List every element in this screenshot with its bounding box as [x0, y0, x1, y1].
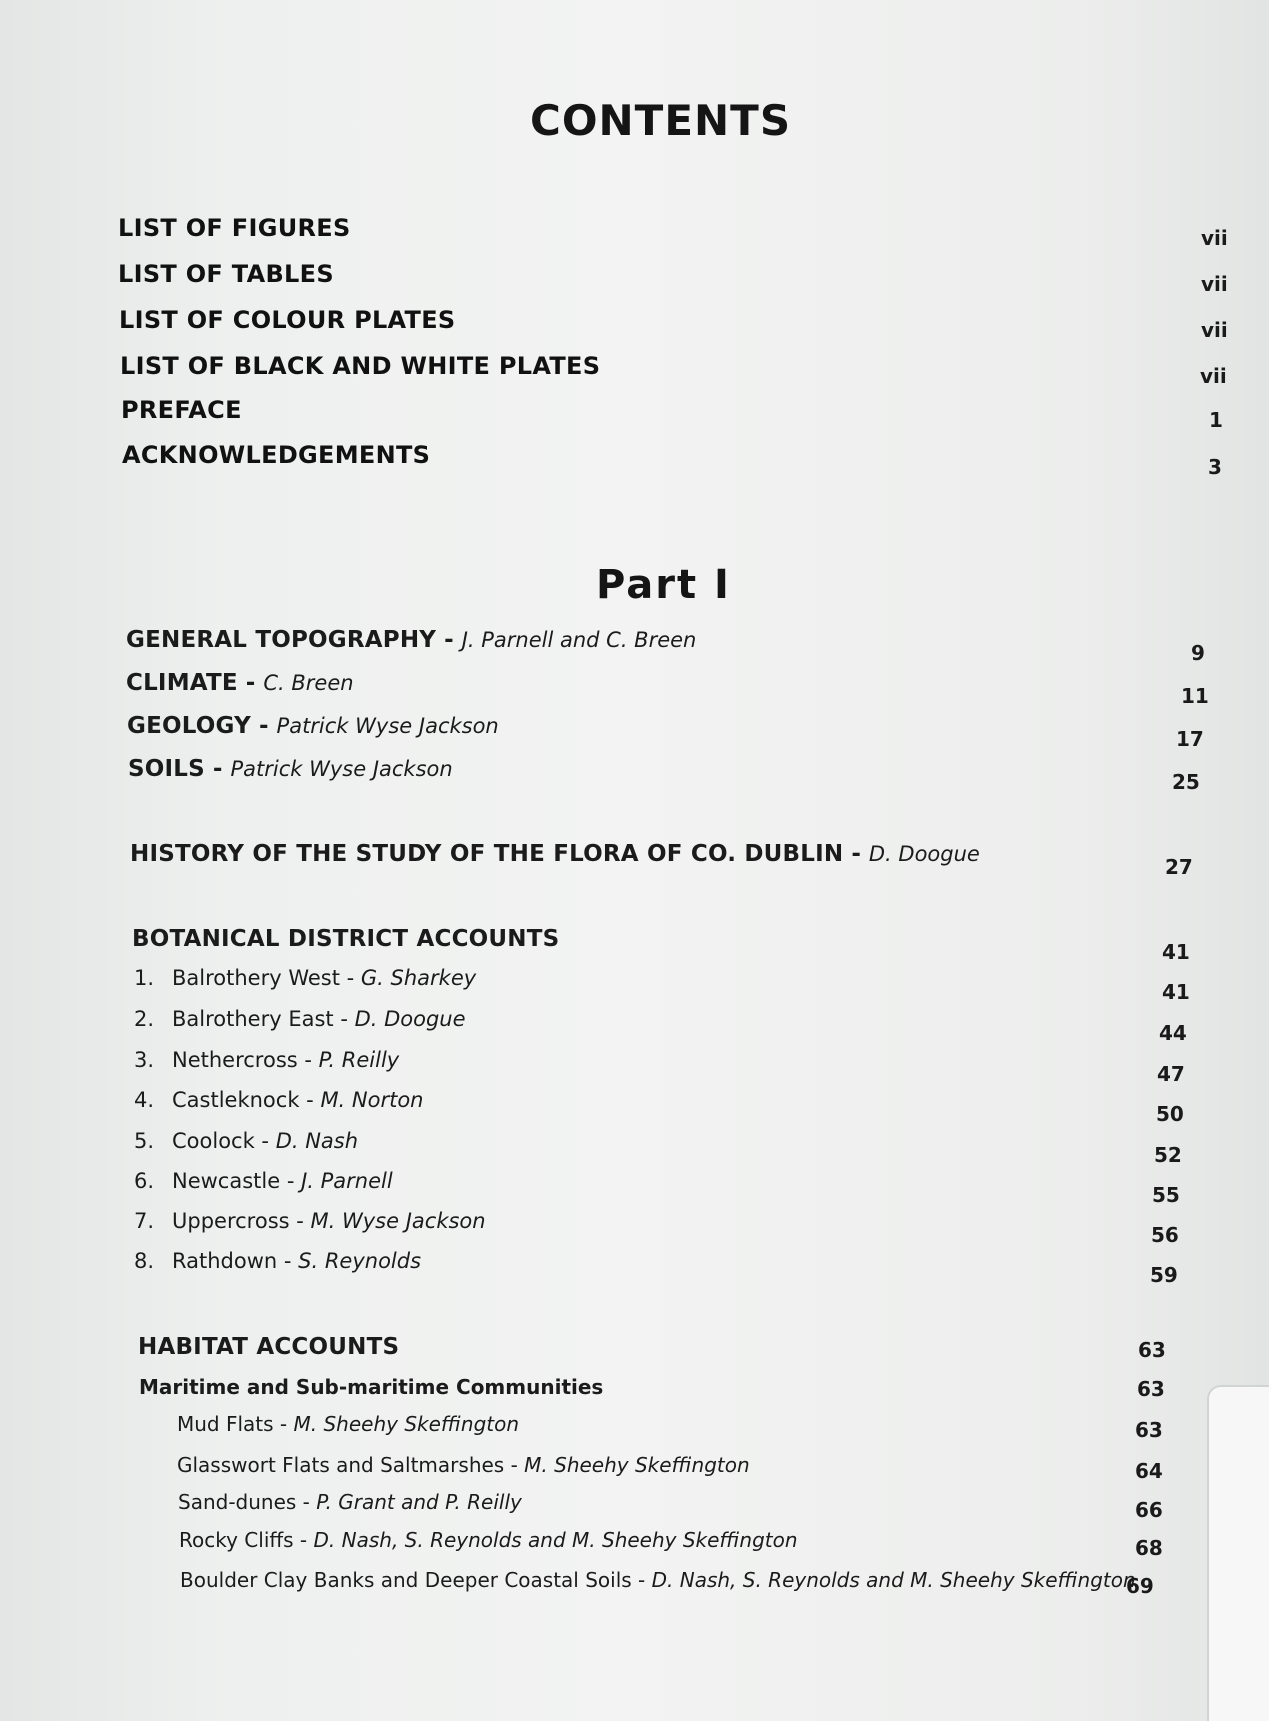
toc-page: 63 [1138, 1338, 1166, 1362]
separator: - [254, 1129, 276, 1153]
separator: - [277, 1249, 299, 1273]
district-number: 3. [134, 1048, 155, 1072]
habitat-item[interactable] [177, 1412, 1257, 1446]
district-name: Coolock [172, 1129, 255, 1153]
district-number: 5. [134, 1129, 155, 1153]
section-title: GENERAL TOPOGRAPHY [126, 627, 437, 653]
section-title: GEOLOGY [127, 713, 251, 739]
habitat-author: M. Sheehy Skeffington [293, 1412, 520, 1436]
toc-label: LIST OF BLACK AND WHITE PLATES [120, 352, 601, 380]
toc-page: 3 [1208, 455, 1222, 479]
habitat-item[interactable] [177, 1453, 1257, 1487]
district-number: 8. [134, 1249, 155, 1273]
district-item[interactable] [134, 1129, 1214, 1167]
toc-entry-history-of-the-study[interactable] [130, 841, 1210, 879]
district-author: P. Reilly [318, 1048, 400, 1072]
habitat-author: P. Grant and P. Reilly [316, 1490, 522, 1514]
habitat-item[interactable] [179, 1528, 1259, 1562]
subsection-heading: Maritime and Sub-maritime Communities [139, 1375, 604, 1399]
separator: - [250, 713, 277, 739]
toc-page: 68 [1135, 1536, 1163, 1560]
district-item[interactable] [134, 1007, 1214, 1045]
district-item[interactable] [134, 1209, 1214, 1247]
district-name: Newcastle [172, 1169, 281, 1193]
separator: - [273, 1412, 294, 1436]
habitat-name: Rocky Cliffs [179, 1528, 294, 1552]
toc-entry-list-of-black-and-white-plates[interactable] [120, 352, 1227, 388]
district-item[interactable] [134, 1088, 1214, 1126]
district-name: Castleknock [172, 1088, 300, 1112]
separator: - [237, 670, 264, 696]
page-title: CONTENTS [530, 96, 792, 145]
separator: - [204, 756, 231, 782]
separator: - [289, 1209, 311, 1233]
toc-entry-acknowledgements[interactable] [122, 441, 1222, 479]
toc-page: 64 [1135, 1459, 1163, 1483]
district-author: J. Parnell [301, 1169, 393, 1193]
toc-page: 50 [1156, 1102, 1184, 1126]
habitat-name: Boulder Clay Banks and Deeper Coastal Soils [180, 1568, 632, 1592]
district-item[interactable] [134, 1048, 1214, 1086]
section-title: SOILS [128, 756, 205, 782]
separator: - [293, 1528, 314, 1552]
habitat-item[interactable] [180, 1568, 1260, 1602]
toc-page: 47 [1157, 1062, 1185, 1086]
separator: - [339, 966, 361, 990]
district-author: S. Reynolds [298, 1249, 422, 1273]
toc-entry-soils[interactable] [128, 756, 1208, 794]
toc-entry-list-of-figures[interactable] [118, 214, 1228, 250]
separator: - [504, 1453, 525, 1477]
toc-label: LIST OF FIGURES [118, 214, 351, 242]
toc-page: 52 [1154, 1143, 1182, 1167]
toc-page: 55 [1152, 1183, 1180, 1207]
toc-page: 69 [1126, 1574, 1154, 1598]
district-name: Nethercross [172, 1048, 298, 1072]
toc-page: 27 [1165, 855, 1193, 879]
toc-page: vii [1201, 272, 1228, 296]
toc-page: vii [1200, 364, 1227, 388]
toc-page: 63 [1135, 1418, 1163, 1442]
section-author: Patrick Wyse Jackson [230, 757, 453, 781]
separator: - [631, 1568, 652, 1592]
section-author: J. Parnell and C. Breen [461, 628, 697, 652]
separator: - [436, 627, 462, 653]
separator: - [280, 1169, 302, 1193]
district-author: D. Nash [275, 1129, 359, 1153]
habitat-name: Mud Flats [177, 1412, 274, 1436]
section-author: Patrick Wyse Jackson [276, 714, 499, 738]
toc-label: PREFACE [121, 396, 242, 424]
toc-page: 41 [1162, 980, 1190, 1004]
habitat-name: Sand-dunes [178, 1490, 297, 1514]
toc-page: 56 [1151, 1223, 1179, 1247]
toc-entry-general-topography[interactable] [126, 627, 1206, 665]
toc-page: 1 [1209, 408, 1223, 432]
toc-page: 66 [1135, 1498, 1163, 1522]
toc-page: 25 [1172, 770, 1200, 794]
section-author: D. Doogue [868, 842, 980, 866]
separator: - [296, 1490, 317, 1514]
district-item[interactable] [134, 966, 1214, 1004]
toc-page: 59 [1150, 1263, 1178, 1287]
toc-entry-climate[interactable] [126, 670, 1209, 708]
toc-entry-geology[interactable] [127, 713, 1207, 751]
toc-page: 63 [1137, 1377, 1165, 1401]
toc-entry-maritime-communities[interactable] [139, 1375, 1219, 1409]
section-heading: HABITAT ACCOUNTS [138, 1334, 400, 1360]
habitat-author: D. Nash, S. Reynolds and M. Sheehy Skeffington [313, 1528, 798, 1552]
toc-label: ACKNOWLEDGEMENTS [122, 441, 431, 469]
district-number: 1. [134, 966, 155, 990]
habitat-author: M. Sheehy Skeffington [524, 1453, 750, 1477]
toc-entry-list-of-colour-plates[interactable] [119, 306, 1228, 342]
district-number: 2. [134, 1007, 155, 1031]
habitat-name: Glasswort Flats and Saltmarshes [177, 1453, 505, 1477]
district-name: Balrothery West [172, 966, 340, 990]
section-title: HISTORY OF THE STUDY OF THE FLORA OF CO. DUBLIN [130, 841, 844, 867]
district-name: Rathdown [172, 1249, 278, 1273]
district-author: M. Wyse Jackson [310, 1209, 486, 1233]
toc-entry-preface[interactable] [121, 396, 1223, 432]
district-item[interactable] [134, 1169, 1214, 1207]
district-item[interactable] [134, 1249, 1214, 1287]
district-author: M. Norton [320, 1088, 424, 1112]
district-author: D. Doogue [354, 1007, 466, 1031]
district-number: 6. [134, 1169, 155, 1193]
habitat-author: D. Nash, S. Reynolds and M. Sheehy Skeffington [651, 1568, 1136, 1592]
toc-entry-botanical-district-accounts[interactable] [132, 926, 1212, 964]
section-heading: BOTANICAL DISTRICT ACCOUNTS [132, 926, 560, 952]
toc-page: 44 [1159, 1021, 1187, 1045]
toc-page: 17 [1176, 727, 1204, 751]
toc-entry-habitat-accounts[interactable] [138, 1334, 1218, 1368]
separator: - [843, 841, 869, 867]
separator: - [299, 1088, 321, 1112]
section-title: CLIMATE [126, 670, 238, 696]
district-number: 4. [134, 1088, 155, 1112]
district-author: G. Sharkey [360, 966, 477, 990]
separator: - [333, 1007, 355, 1031]
district-number: 7. [134, 1209, 155, 1233]
toc-page: 9 [1191, 641, 1205, 665]
habitat-item[interactable] [178, 1490, 1258, 1524]
toc-page: vii [1201, 318, 1228, 342]
toc-entry-list-of-tables[interactable] [118, 260, 1228, 296]
toc-page: vii [1201, 226, 1228, 250]
section-author: C. Breen [263, 671, 354, 695]
district-name: Uppercross [172, 1209, 290, 1233]
toc-label: LIST OF TABLES [118, 260, 334, 288]
toc-page: 41 [1162, 940, 1190, 964]
toc-page: 11 [1181, 684, 1209, 708]
part-heading: Part I [596, 562, 731, 608]
district-name: Balrothery East [172, 1007, 334, 1031]
toc-label: LIST OF COLOUR PLATES [119, 306, 456, 334]
separator: - [297, 1048, 319, 1072]
